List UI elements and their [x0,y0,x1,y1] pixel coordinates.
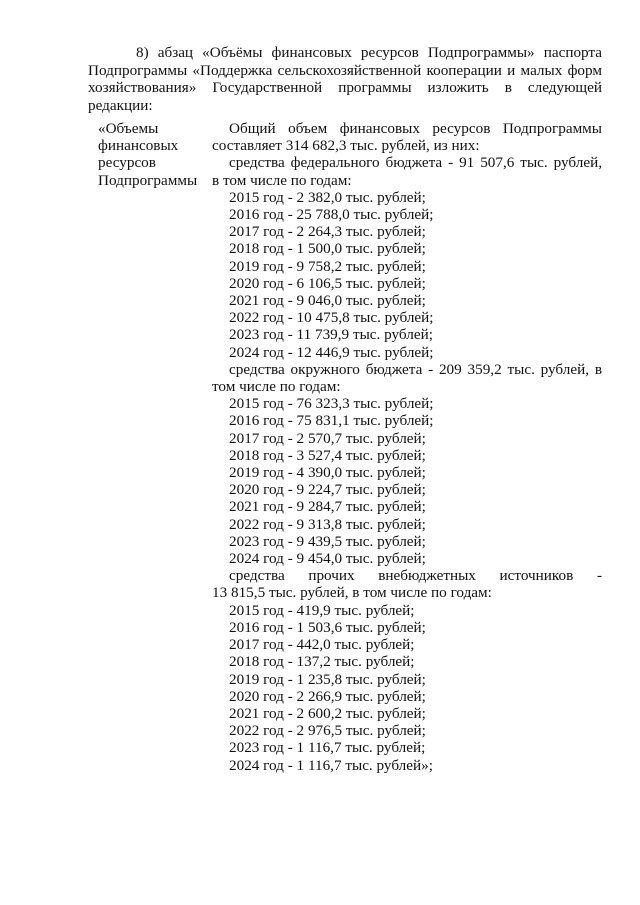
federal-year-line: 2016 год - 25 788,0 тыс. рублей; [229,206,434,224]
federal-year-line: 2020 год - 6 106,5 тыс. рублей; [229,274,426,292]
passport-row-label [98,120,208,189]
okrug-year-line: 2024 год - 9 454,0 тыс. рублей; [229,550,426,568]
total-line: Общий объем финансовых ресурсов Подпрограммы [229,120,602,137]
okrug-year-line: 2018 год - 3 527,4 тыс. рублей; [229,446,426,464]
other-heading: средства прочих внебюджетных источников - [229,567,602,585]
label-line: ресурсов [98,154,156,172]
federal-year-line: 2023 год - 11 739,9 тыс. рублей; [229,326,433,344]
label-line: Подпрограммы [98,171,198,189]
federal-year-line: 2018 год - 1 500,0 тыс. рублей; [229,240,426,258]
other-year-line: 2019 год - 1 235,8 тыс. рублей; [229,670,426,688]
other-year-line: 2016 год - 1 503,6 тыс. рублей; [229,618,426,636]
label-line: «Объемы [98,120,159,137]
okrug-year-line: 2022 год - 9 313,8 тыс. рублей; [229,515,426,533]
intro-line: хозяйствования» Государственной программы изложить в следующей [88,79,602,97]
other-year-line: 2015 год - 419,9 тыс. рублей; [229,601,415,619]
other-year-line: 2017 год - 442,0 тыс. рублей; [229,636,415,654]
other-heading: 13 815,5 тыс. рублей, в том числе по годам: [212,584,492,602]
other-year-line: 2022 год - 2 976,5 тыс. рублей; [229,722,426,740]
passport-row-value [212,120,602,774]
federal-heading: средства федерального бюджета - 91 507,6 тыс. рублей, [229,154,602,172]
federal-heading: в том числе по годам: [212,171,352,189]
other-year-line: 2024 год - 1 116,7 тыс. рублей»; [229,756,433,774]
okrug-year-line: 2019 год - 4 390,0 тыс. рублей; [229,464,426,482]
total-line: составляет 314 682,3 тыс. рублей, из них: [212,137,480,155]
intro-line: Подпрограммы «Поддержка сельскохозяйственной кооперации и малых форм [88,61,602,79]
other-year-line: 2021 год - 2 600,2 тыс. рублей; [229,704,426,722]
okrug-year-line: 2015 год - 76 323,3 тыс. рублей; [229,395,434,413]
okrug-year-line: 2017 год - 2 570,7 тыс. рублей; [229,429,426,447]
other-year-line: 2023 год - 1 116,7 тыс. рублей; [229,739,426,757]
other-year-line: 2018 год - 137,2 тыс. рублей; [229,653,415,671]
intro-line: 8) абзац «Объёмы финансовых ресурсов Подпрограммы» паспорта [136,44,602,61]
intro-paragraph [88,44,602,114]
okrug-year-line: 2020 год - 9 224,7 тыс. рублей; [229,481,426,499]
federal-year-line: 2021 год - 9 046,0 тыс. рублей; [229,292,426,310]
federal-year-line: 2024 год - 12 446,9 тыс. рублей; [229,343,434,361]
okrug-year-line: 2023 год - 9 439,5 тыс. рублей; [229,532,426,550]
okrug-year-line: 2016 год - 75 831,1 тыс. рублей; [229,412,434,430]
federal-year-line: 2022 год - 10 475,8 тыс. рублей; [229,309,434,327]
federal-year-line: 2019 год - 9 758,2 тыс. рублей; [229,257,426,275]
okrug-heading: средства окружного бюджета - 209 359,2 тыс. рублей, в [229,360,602,378]
label-line: финансовых [98,137,179,155]
okrug-heading: том числе по годам: [212,378,341,396]
okrug-year-line: 2021 год - 9 284,7 тыс. рублей; [229,498,426,516]
intro-line: редакции: [88,96,153,114]
federal-year-line: 2017 год - 2 264,3 тыс. рублей; [229,223,426,241]
other-year-line: 2020 год - 2 266,9 тыс. рублей; [229,687,426,705]
federal-year-line: 2015 год - 2 382,0 тыс. рублей; [229,188,426,206]
